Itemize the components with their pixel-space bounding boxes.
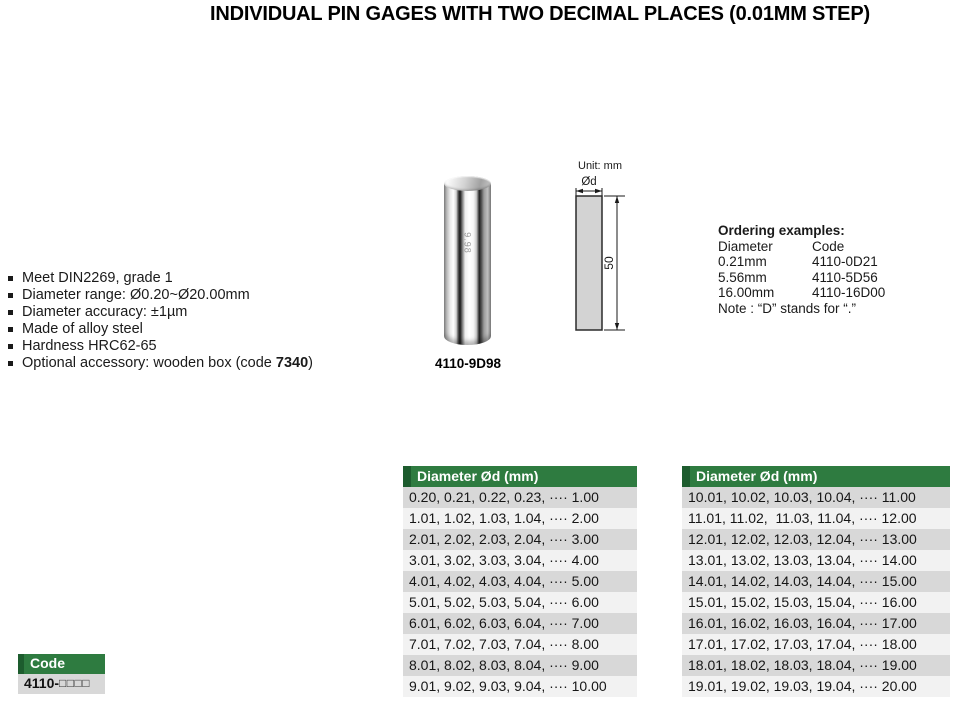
ordering-code: 4110-5D56 <box>812 269 878 285</box>
table-row: 9.01, 9.02, 9.03, 9.04, ···· 10.00 <box>403 676 637 697</box>
page-title: INDIVIDUAL PIN GAGES WITH TWO DECIMAL PLACES (0.01MM STEP) <box>210 3 870 25</box>
bullet-square-icon <box>8 361 13 366</box>
ordering-table <box>718 239 885 301</box>
table-row: 2.01, 2.02, 2.03, 2.04, ···· 3.00 <box>403 529 637 550</box>
ordering-code: 4110-0D21 <box>812 254 878 270</box>
arrowhead-down-icon <box>615 323 619 330</box>
feature-text: Made of alloy steel <box>22 321 143 337</box>
diameter-table-right <box>682 466 950 697</box>
code-box-value <box>18 674 105 694</box>
unit-label: Unit: mm <box>578 160 622 172</box>
feature-item-optional-accessory <box>8 355 313 372</box>
arrowhead-left-icon <box>576 189 583 193</box>
diameter-table-left <box>403 466 637 697</box>
pin-gage-etched-size: 9.98 <box>462 232 473 254</box>
feature-text: Optional accessory: wooden box (code 7340) <box>22 355 314 371</box>
gage-outline-rect <box>576 196 602 330</box>
table-row: 18.01, 18.02, 18.03, 18.04, ···· 19.00 <box>682 655 950 676</box>
bullet-square-icon <box>8 276 13 281</box>
table-row: 12.01, 12.02, 12.03, 12.04, ···· 13.00 <box>682 529 950 550</box>
bullet-square-icon <box>8 310 13 315</box>
table-row: 10.01, 10.02, 10.03, 10.04, ···· 11.00 <box>682 487 950 508</box>
ordering-col-code: Code <box>812 238 845 254</box>
ordering-examples <box>718 223 885 317</box>
table-row: 7.01, 7.02, 7.03, 7.04, ···· 8.00 <box>403 634 637 655</box>
table-row: 16.01, 16.02, 16.03, 16.04, ···· 17.00 <box>682 613 950 634</box>
table-row: 17.01, 17.02, 17.03, 17.04, ···· 18.00 <box>682 634 950 655</box>
diameter-dim-label: Ød <box>581 176 597 188</box>
accessory-code: 7340 <box>275 355 309 371</box>
arrowhead-right-icon <box>595 189 602 193</box>
table-row: 4.01, 4.02, 4.03, 4.04, ···· 5.00 <box>403 571 637 592</box>
table-row: 3.01, 3.02, 3.03, 3.04, ···· 4.00 <box>403 550 637 571</box>
feature-text: Diameter accuracy: ±1µm <box>22 304 188 320</box>
table-header: Diameter Ød (mm) <box>403 466 637 487</box>
code-placeholder-boxes: □□□□ <box>59 676 91 690</box>
feature-item <box>8 321 313 338</box>
ordering-diameter: 0.21mm <box>718 254 767 270</box>
code-prefix: 4110- <box>24 675 60 691</box>
ordering-col-diameter: Diameter <box>718 238 773 254</box>
feature-text: Hardness HRC62-65 <box>22 338 157 354</box>
dimension-drawing <box>550 152 650 344</box>
arrowhead-up-icon <box>615 196 619 203</box>
table-row: 19.01, 19.02, 19.03, 19.04, ···· 20.00 <box>682 676 950 697</box>
ordering-note: Note : “D” stands for “.” <box>718 300 857 316</box>
table-row: 14.01, 14.02, 14.03, 14.04, ···· 15.00 <box>682 571 950 592</box>
feature-item <box>8 270 313 287</box>
ordering-diameter: 5.56mm <box>718 269 767 285</box>
code-box-header: Code <box>18 654 105 674</box>
table-row: 6.01, 6.02, 6.03, 6.04, ···· 7.00 <box>403 613 637 634</box>
ordering-title: Ordering examples: <box>718 223 845 238</box>
bullet-square-icon <box>8 327 13 332</box>
feature-item <box>8 304 313 321</box>
pin-gage-top-face <box>444 176 491 191</box>
length-dim-label: 50 <box>602 256 616 270</box>
ordering-code: 4110-16D00 <box>812 285 886 301</box>
table-row: 5.01, 5.02, 5.03, 5.04, ···· 6.00 <box>403 592 637 613</box>
table-header: Diameter Ød (mm) <box>682 466 950 487</box>
feature-list <box>8 270 313 372</box>
table-row: 0.20, 0.21, 0.22, 0.23, ···· 1.00 <box>403 487 637 508</box>
product-model-label: 4110-9D98 <box>434 356 502 371</box>
table-row: 1.01, 1.02, 1.03, 1.04, ···· 2.00 <box>403 508 637 529</box>
feature-item <box>8 287 313 304</box>
table-row: 11.01, 11.02, 11.03, 11.04, ···· 12.00 <box>682 508 950 529</box>
bullet-square-icon <box>8 344 13 349</box>
table-row: 15.01, 15.02, 15.03, 15.04, ···· 16.00 <box>682 592 950 613</box>
table-row: 13.01, 13.02, 13.03, 13.04, ···· 14.00 <box>682 550 950 571</box>
bullet-square-icon <box>8 293 13 298</box>
feature-item <box>8 338 313 355</box>
table-row: 8.01, 8.02, 8.03, 8.04, ···· 9.00 <box>403 655 637 676</box>
feature-text: Meet DIN2269, grade 1 <box>22 270 173 286</box>
feature-text: Diameter range: Ø0.20~Ø20.00mm <box>22 287 250 303</box>
code-box <box>18 654 105 694</box>
ordering-diameter: 16.00mm <box>718 285 775 301</box>
